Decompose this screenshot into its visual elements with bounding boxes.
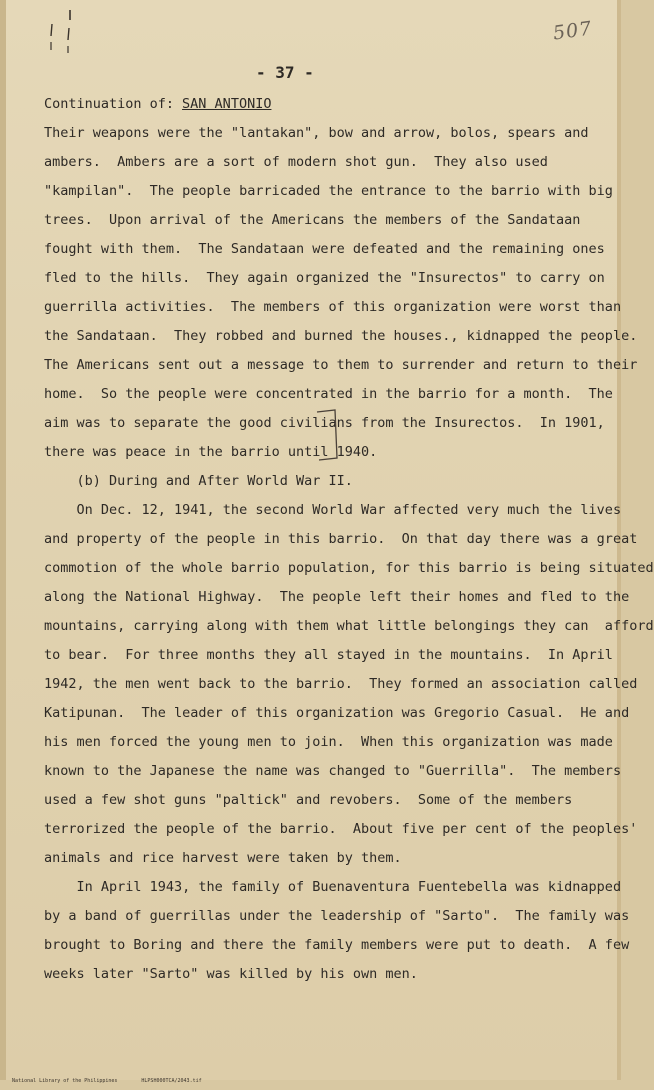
text-line: his men forced the young men to join. When this organization was made [44,734,613,750]
continuation-label: Continuation of: [44,96,175,112]
text-line: trees. Upon arrival of the Americans the members of the Sandataan [44,212,581,228]
text-line: home. So the people were concentrated in the barrio for a month. The [44,386,613,402]
text-line: fled to the hills. They again organized the "Insurectos" to carry on [44,270,605,286]
text-line: The Americans sent out a message to them to surrender and return to their [44,357,638,373]
text-line: fought with them. The Sandataan were defeated and the remaining ones [44,241,605,257]
text-line: used a few shot guns "paltick" and revobers. Some of the members [44,792,573,808]
text-line: Their weapons were the "lantakan", bow and arrow, bolos, spears and [44,125,589,141]
archive-page-stamp: 507 [551,17,594,45]
text-line: commotion of the whole barrio population, for this barrio is being situated [44,560,654,576]
text-line: aim was to separate the good civilians from the Insurectos. In 1901, [44,415,605,431]
text-line: and property of the people in this barrio. On that day there was a great [44,531,638,547]
text-line: On Dec. 12, 1941, the second World War affected very much the lives [44,502,622,518]
text-line: brought to Boring and there the family members were put to death. A few [44,937,630,953]
footer-code: HLPSH000TCA/2043.tif [141,1078,202,1084]
scan-footer [0,1072,226,1090]
section-heading: (b) During and After World War II. [44,473,353,489]
text-line: weeks later "Sarto" was killed by his own men. [44,966,418,982]
footer-library: National Library of the Philippines [12,1078,118,1084]
text-line: to bear. For three months they all stayed in the mountains. In April [44,647,613,663]
handwritten-bracket-mark [313,408,349,464]
text-line: guerrilla activities. The members of this organization were worst than [44,299,622,315]
text-line: mountains, carrying along with them what little belongings they can afford [44,618,654,634]
text-line: "kampilan". The people barricaded the entrance to the barrio with big [44,183,613,199]
page-edge-left [0,0,6,1080]
text-line: animals and rice harvest were taken by them. [44,850,402,866]
margin-marks [48,6,88,56]
text-line: terrorized the people of the barrio. About five per cent of the peoples' [44,821,638,837]
text-line: the Sandataan. They robbed and burned the houses., kidnapped the people. [44,328,638,344]
text-line: along the National Highway. The people left their homes and fled to the [44,589,630,605]
text-line: 1942, the men went back to the barrio. They formed an association called [44,676,638,692]
text-line: there was peace in the barrio until 1940. [44,444,378,460]
page-number: - 37 - [256,63,314,82]
text-line: Katipunan. The leader of this organization was Gregorio Casual. He and [44,705,630,721]
continuation-heading [44,96,271,112]
text-line: by a band of guerrillas under the leadership of "Sarto". The family was [44,908,630,924]
text-line: ambers. Ambers are a sort of modern shot gun. They also used [44,154,548,170]
place-name: SAN ANTONIO [182,96,272,112]
text-line: known to the Japanese the name was changed to "Guerrilla". The members [44,763,622,779]
text-line: In April 1943, the family of Buenaventura Fuentebella was kidnapped [44,879,622,895]
